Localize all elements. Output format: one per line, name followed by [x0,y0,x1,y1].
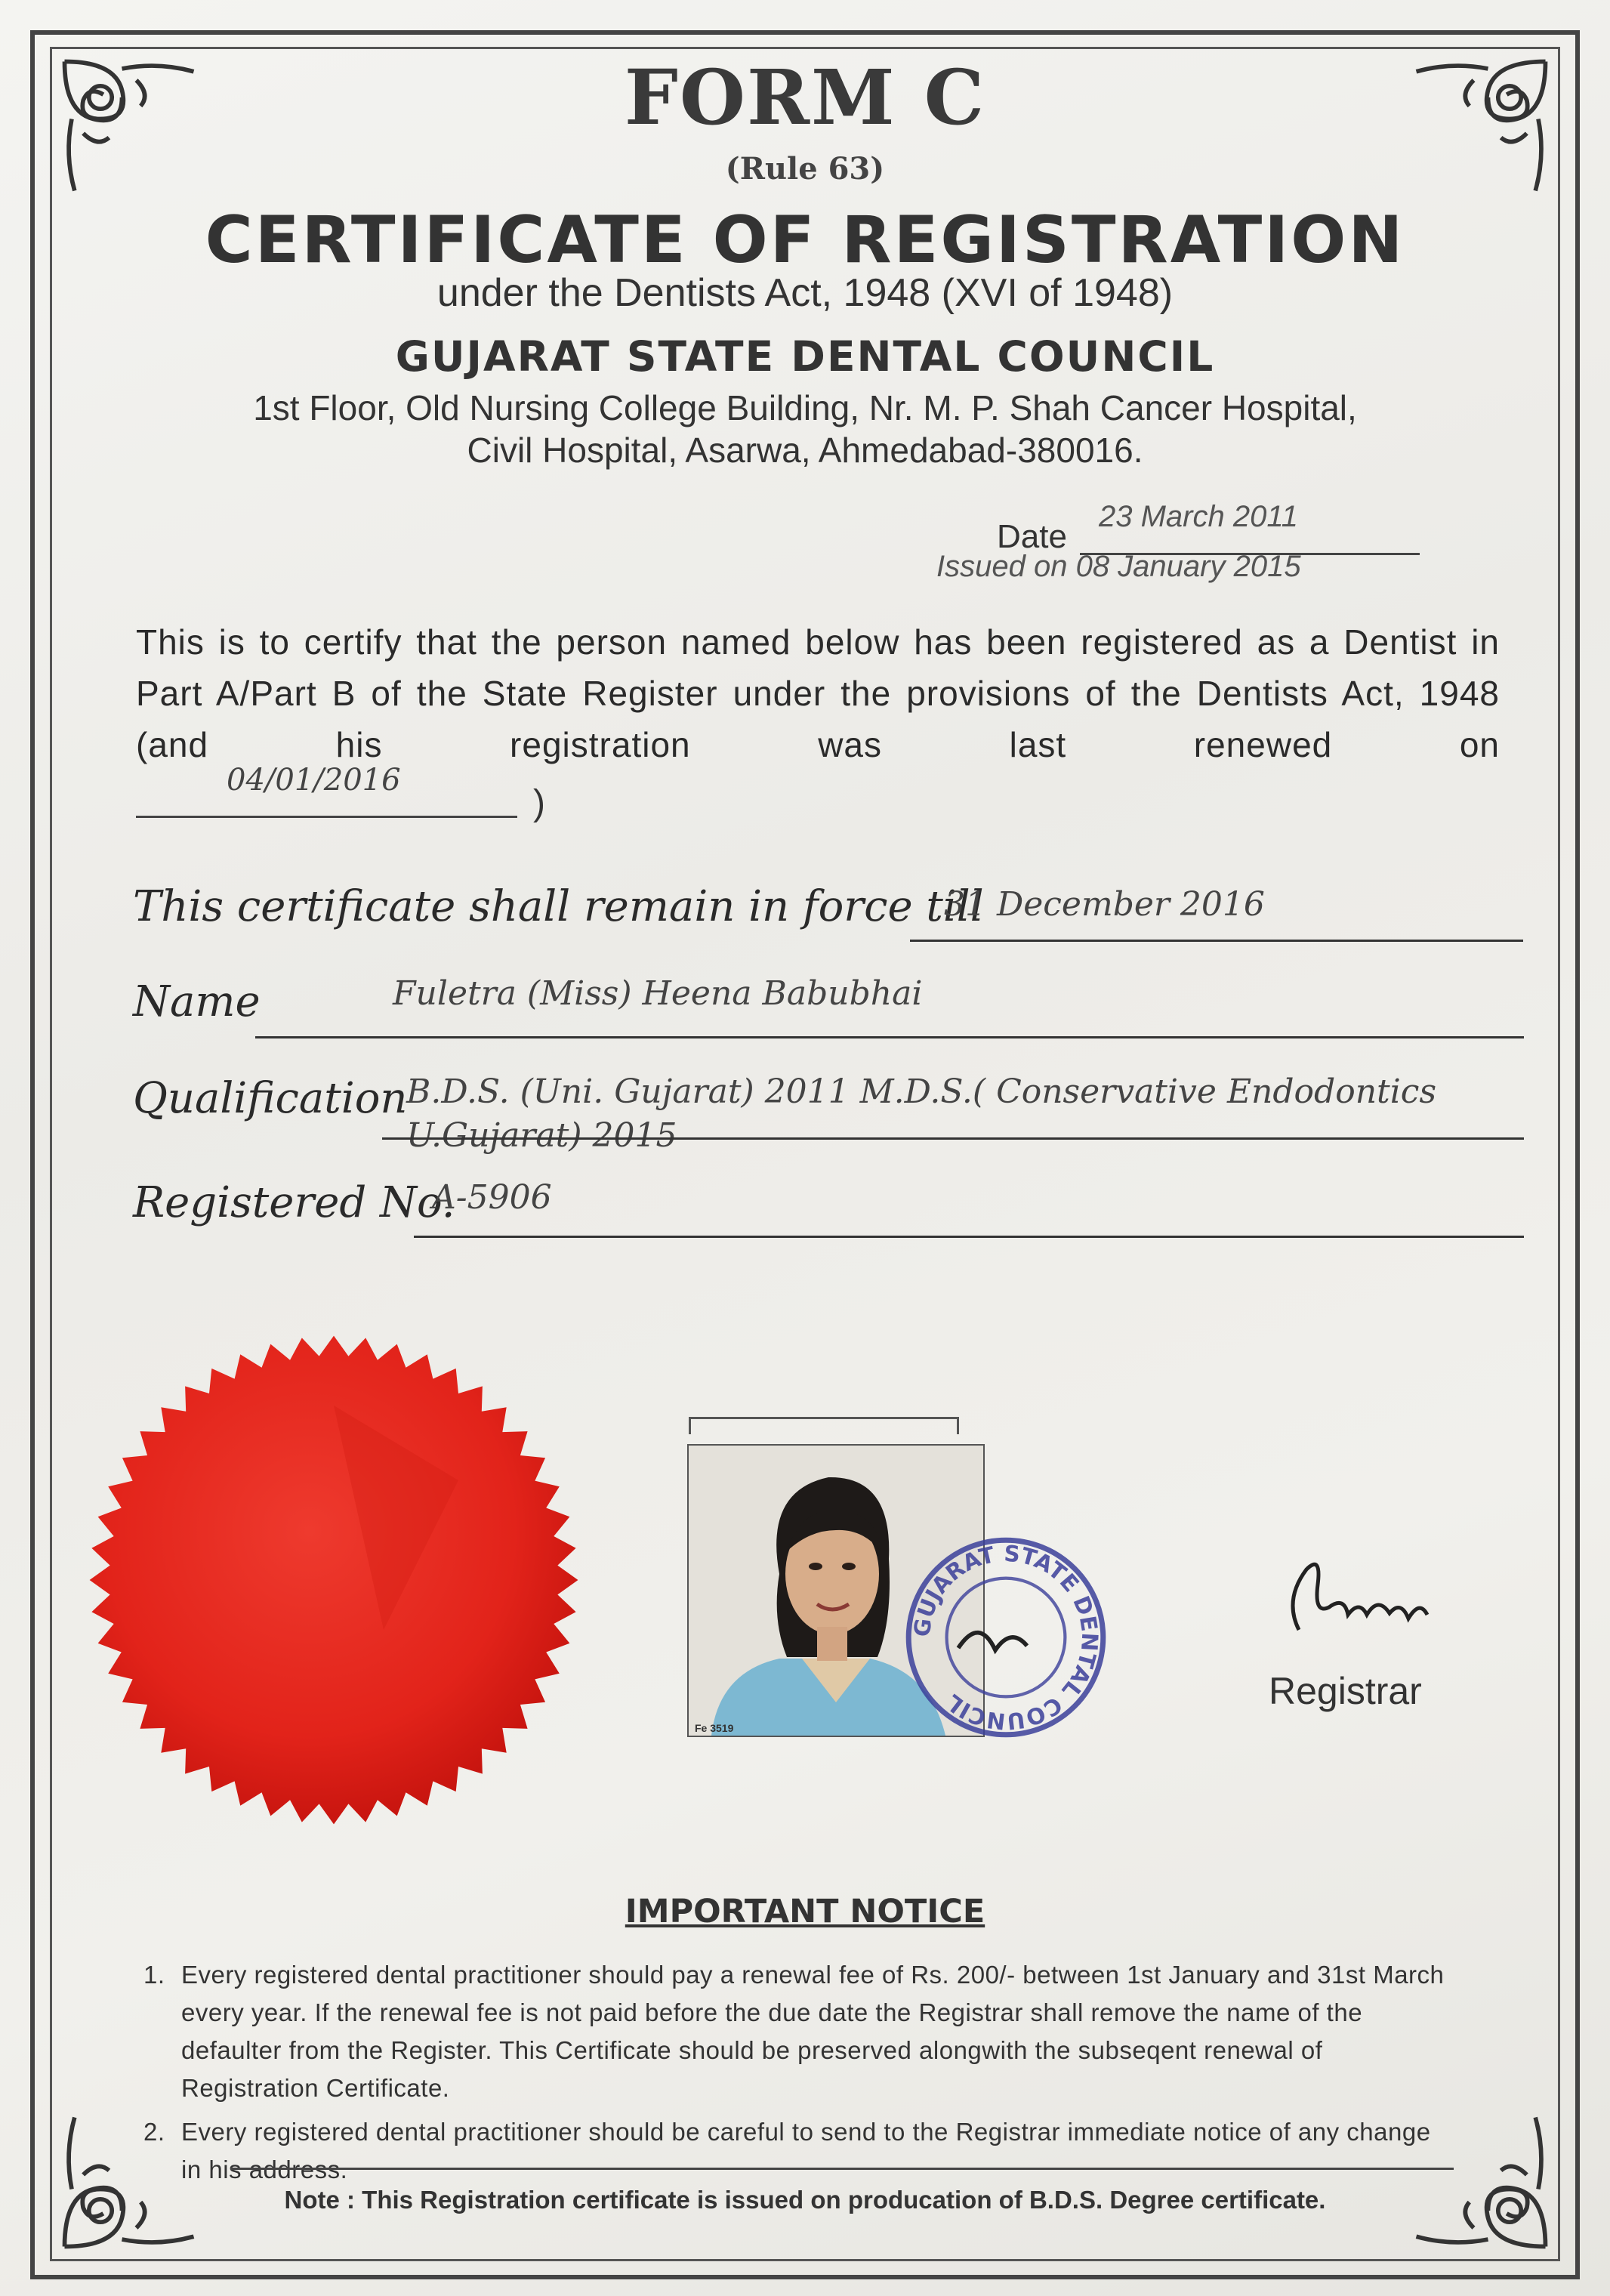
force-underline [910,940,1523,942]
notice-item-text: Every registered dental practitioner should pay a renewal fee of Rs. 200/- between 1st January and 31st March every year. If the renewal fee is not paid before the due date the Registrar shall remove the name of the defaulter from the Register. This Certificate should be preserved alongwith the subseqent renewal of Registration Certificate. [181,1961,1445,2102]
red-wax-seal-icon [85,1331,583,1829]
registrar-signature-icon [1276,1554,1442,1645]
date-label: Date [997,518,1067,555]
notice-item [143,2113,1457,2189]
certification-text: This is to certify that the person named below has been registered as a Dentist in Part A/Part B of the State Register under the provisions of the Dentists Act, 1948 (and his registration was last renewed on [136,622,1500,764]
notice-item [143,1956,1457,2107]
qualification-underline [382,1137,1524,1140]
name-underline [255,1036,1524,1038]
council-stamp-icon [900,1532,1112,1743]
notice-divider [230,2168,1454,2170]
date-value: 23 March 2011 [1099,500,1298,533]
notice-title: IMPORTANT NOTICE [625,1893,985,1930]
notice-list [143,1956,1457,2195]
notice-item-number: 1. [143,1961,165,1989]
form-title: FORM C [624,53,986,142]
rule-reference: (Rule 63) [725,151,885,187]
address-line-2: Civil Hospital, Asarwa, Ahmedabad-380016. [467,430,1143,470]
renewed-on-underline [136,816,517,818]
force-value: 31 December 2016 [944,885,1265,924]
qualification-value-line1: B.D.S. (Uni. Gujarat) 2011 M.D.S.( Conservative Endodontics [406,1072,1437,1111]
photo-code: Fe 3519 [695,1722,734,1734]
qualification-label: Qualification [133,1074,408,1123]
stamp-text: GUJARAT STATE DENTAL COUNCIL [908,1540,1103,1735]
corner-ornament-icon [57,2110,201,2254]
name-label: Name [133,977,261,1026]
council-address [0,387,1610,471]
closing-paren: ) [533,783,545,823]
notice-item-text: Every registered dental practitioner should be careful to send to the Registrar immediate notice of any change in his address. [181,2118,1431,2183]
force-label: This certificate shall remain in force till [133,882,984,931]
photo-frame-line [689,1417,959,1434]
name-value: Fuletra (Miss) Heena Babubhai [393,974,923,1013]
address-line-1: 1st Floor, Old Nursing College Building, Nr. M. P. Shah Cancer Hospital, [253,388,1357,427]
certificate-title: CERTIFICATE OF REGISTRATION [205,202,1405,278]
council-name: GUJARAT STATE DENTAL COUNCIL [395,332,1215,381]
issued-on: Issued on 08 January 2015 [936,550,1301,583]
registered-no-value: A-5906 [432,1178,552,1217]
qualification-value-line2: U.Gujarat) 2015 [406,1116,677,1155]
registered-no-label: Registered No. [133,1178,455,1227]
act-reference: under the Dentists Act, 1948 (XVI of 1948) [436,271,1174,315]
footer-note: Note : This Registration certificate is issued on producation of B.D.S. Degree certificate. [284,2186,1326,2214]
notice-item-number: 2. [143,2118,165,2146]
registrar-label: Registrar [1269,1670,1422,1712]
registered-no-underline [414,1236,1524,1238]
renewed-on-value: 04/01/2016 [227,763,401,798]
